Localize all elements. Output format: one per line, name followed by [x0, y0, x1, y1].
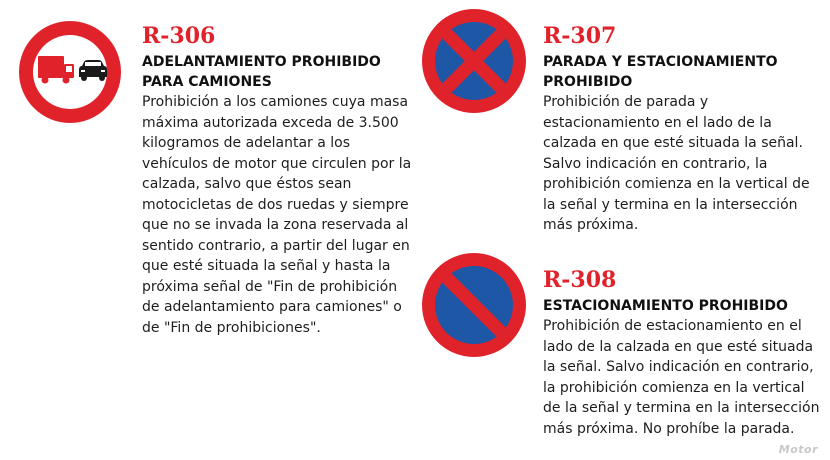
watermark-logo: Motor [778, 443, 818, 456]
sign-code: R-307 [543, 23, 617, 49]
sign-block-r306 [142, 24, 427, 338]
sign-code: R-306 [142, 23, 216, 49]
no-parking-sign-icon [421, 252, 527, 358]
sign-code: R-308 [543, 267, 617, 293]
sign-block-r307 [543, 24, 823, 236]
sign-block-r308 [543, 268, 823, 439]
sign-title: PARADA Y ESTACIONAMIENTO PROHIBIDO [543, 54, 778, 90]
sign-description: Prohibición de estacionamiento en el lado de la calzada en que esté situada la señal. Salvo indicación en contrario, la prohibición comienza en la vertical de la señal y termina en la intersección más próxima. No prohíbe la parada. [543, 318, 820, 437]
sign-description: Prohibición de parada y estacionamiento en el lado de la calzada en que esté situada la señal. Salvo indicación en contrario, la prohibición comienza en la vertical de la señal y termina en la intersección más próxima. [543, 94, 810, 233]
no-overtaking-trucks-sign-icon [18, 20, 122, 124]
sign-title: ADELANTAMIENTO PROHIBIDO PARA CAMIONES [142, 54, 381, 90]
no-stopping-no-parking-sign-icon [421, 8, 527, 114]
sign-description: Prohibición a los camiones cuya masa máxima autorizada exceda de 3.500 kilogramos de adelantar a los vehículos de motor que circulen por la calzada, salvo que éstos sean motocicletas de dos ruedas y siempre que no se invada la zona reservada al sentido contrario, a partir del lugar en que esté situada la señal y hasta la próxima señal de "Fin de prohibición de adelantamiento para camiones" o de "Fin de prohibiciones". [142, 94, 412, 336]
sign-title: ESTACIONAMIENTO PROHIBIDO [543, 298, 788, 314]
